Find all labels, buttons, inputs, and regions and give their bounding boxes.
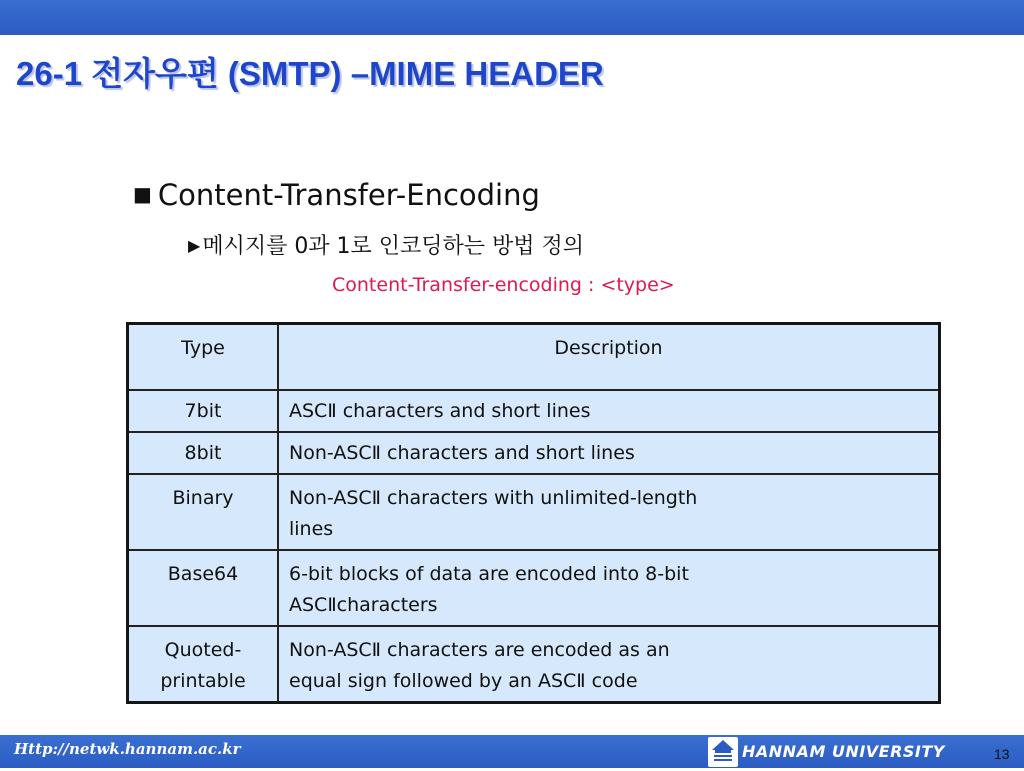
type-cell: Quoted- printable — [128, 626, 279, 703]
page-number: 13 — [994, 746, 1010, 762]
syntax-text: Content-Transfer-encoding : <type> — [332, 274, 675, 296]
table-header-description: Description — [278, 324, 940, 391]
description-cell: Non-ASCⅡ characters are encoded as an equal sign followed by an ASCⅡ code — [278, 626, 940, 703]
black-square-bullet-icon: ■ — [133, 182, 152, 206]
top-banner-bar — [0, 0, 1024, 35]
footer-url-link[interactable]: Http://netwk.hannam.ac.kr — [14, 740, 241, 758]
type-cell: 7bit — [128, 390, 279, 432]
university-name: HANNAM UNIVERSITY — [742, 742, 945, 761]
description-cell: Non-ASCⅡ characters and short lines — [278, 432, 940, 474]
type-cell: Binary — [128, 474, 279, 550]
bullet-item — [133, 178, 540, 212]
slide-title: 26-1 전자우편 (SMTP) –MIME HEADER — [16, 55, 604, 92]
table-header-type: Type — [128, 324, 279, 391]
table-row — [128, 432, 940, 474]
sub-bullet-text: 메시지를 0과 1로 인코딩하는 방법 정의 — [202, 234, 585, 259]
table-row — [128, 626, 940, 703]
type-cell: Base64 — [128, 550, 279, 626]
table-row — [128, 550, 940, 626]
table-row — [128, 390, 940, 432]
bullet-text: Content-Transfer-Encoding — [157, 178, 540, 212]
description-cell: ASCⅡ characters and short lines — [278, 390, 940, 432]
sub-bullet-item — [188, 229, 584, 260]
type-cell: 8bit — [128, 432, 279, 474]
description-cell: Non-ASCⅡ characters with unlimited-length lines — [278, 474, 940, 550]
encoding-table — [126, 322, 941, 704]
table-row — [128, 474, 940, 550]
description-cell: 6-bit blocks of data are encoded into 8-bit ASCⅡcharacters — [278, 550, 940, 626]
table-header-row — [128, 324, 940, 391]
hannam-logo-icon — [708, 737, 738, 767]
right-triangle-bullet-icon: ▶ — [188, 236, 201, 255]
